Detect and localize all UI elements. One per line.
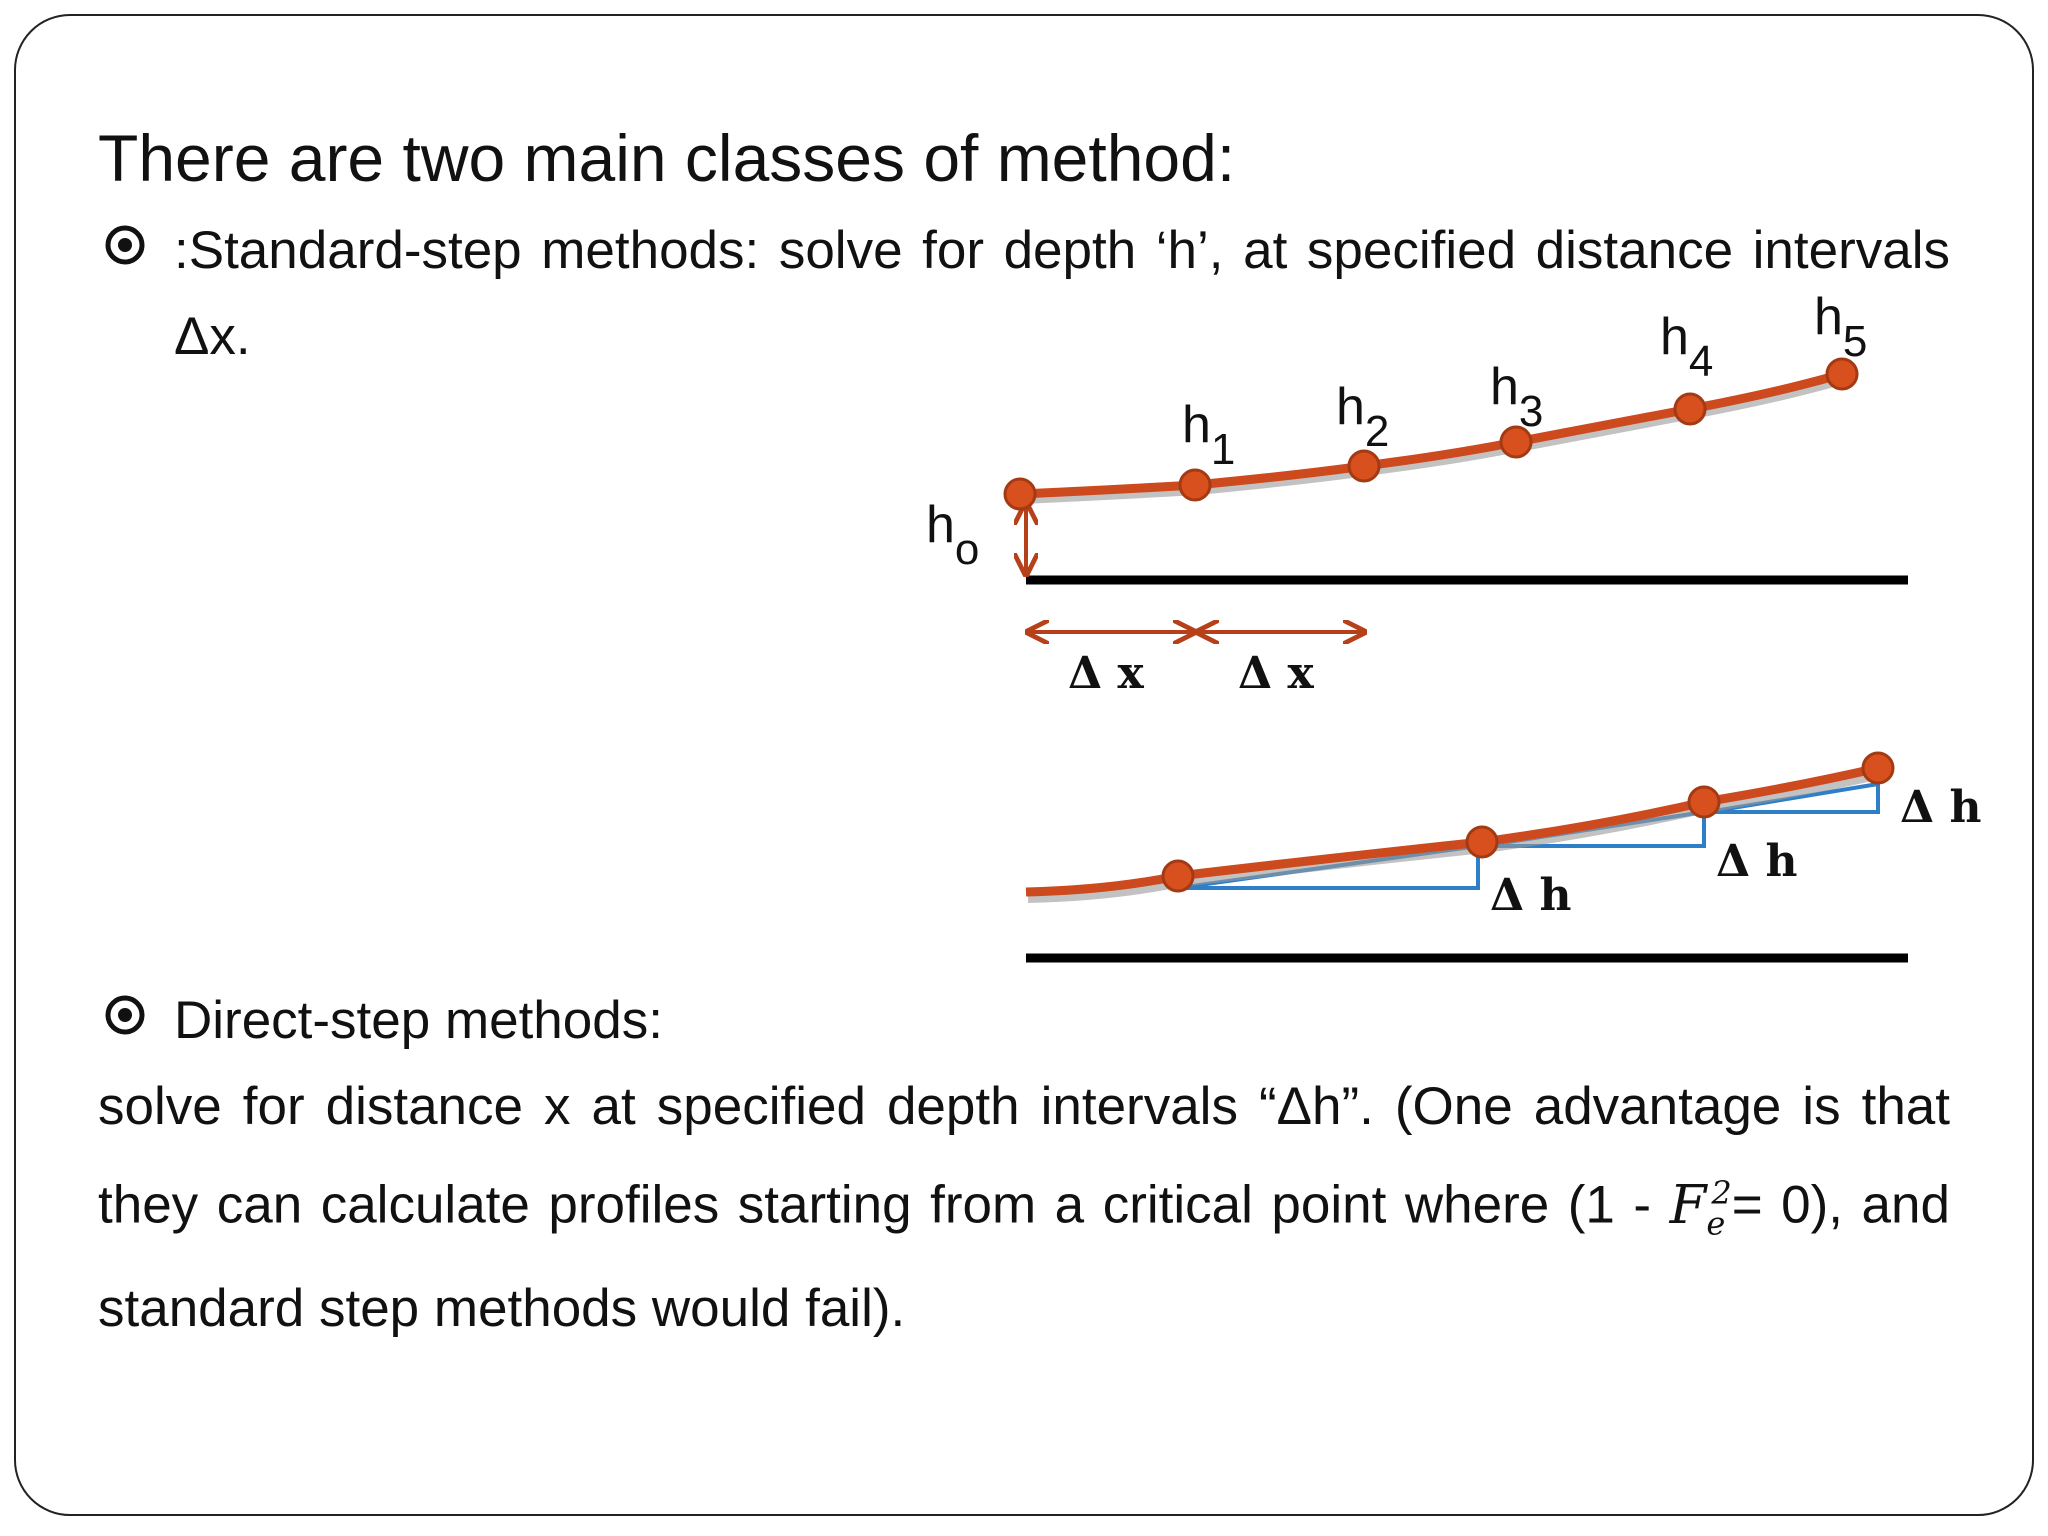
- dh-label-1: Δ h: [1490, 870, 1572, 921]
- label-h0: $h_o$: [926, 496, 980, 574]
- label-h5: $h_5$: [1814, 288, 1868, 366]
- point-b: [1467, 827, 1497, 857]
- froude-symbol: $F_e^2$: [1669, 1174, 1732, 1243]
- direct-step-bullet: Direct-step methods:: [174, 991, 663, 1050]
- label-h3: $h_3$: [1490, 358, 1544, 436]
- description-text-end: = 0), and standard step methods would fail).: [98, 1175, 1950, 1339]
- point-h4: [1675, 394, 1705, 424]
- point-h0: [1005, 479, 1035, 509]
- point-h1: [1180, 470, 1210, 500]
- dh-label-3: Δ h: [1900, 782, 1982, 833]
- point-a: [1163, 861, 1193, 891]
- point-d: [1863, 753, 1893, 783]
- dx-label-2: Δ x: [1238, 648, 1314, 699]
- water-surface-profile: [1020, 374, 1842, 494]
- direct-step-diagram: [1026, 753, 1981, 958]
- label-h1: $h_1$: [1182, 396, 1236, 474]
- point-c: [1689, 787, 1719, 817]
- label-h2: $h_2$: [1336, 378, 1390, 456]
- label-h4: $h_4$: [1660, 308, 1714, 386]
- description-text: solve for distance x at specified depth intervals “Δh”. (One advantage is that they can calculate profiles starting from a critical point where (1 -: [98, 1077, 1950, 1235]
- standard-step-diagram: [926, 288, 1908, 699]
- dx-label-1: Δ x: [1068, 648, 1144, 699]
- standard-step-bullet: :Standard-step methods: solve for depth ‘h’, at specified distance intervals Δx.: [174, 221, 1950, 366]
- slide-heading: There are two main classes of method:: [98, 121, 1236, 195]
- dh-label-2: Δ h: [1716, 836, 1798, 887]
